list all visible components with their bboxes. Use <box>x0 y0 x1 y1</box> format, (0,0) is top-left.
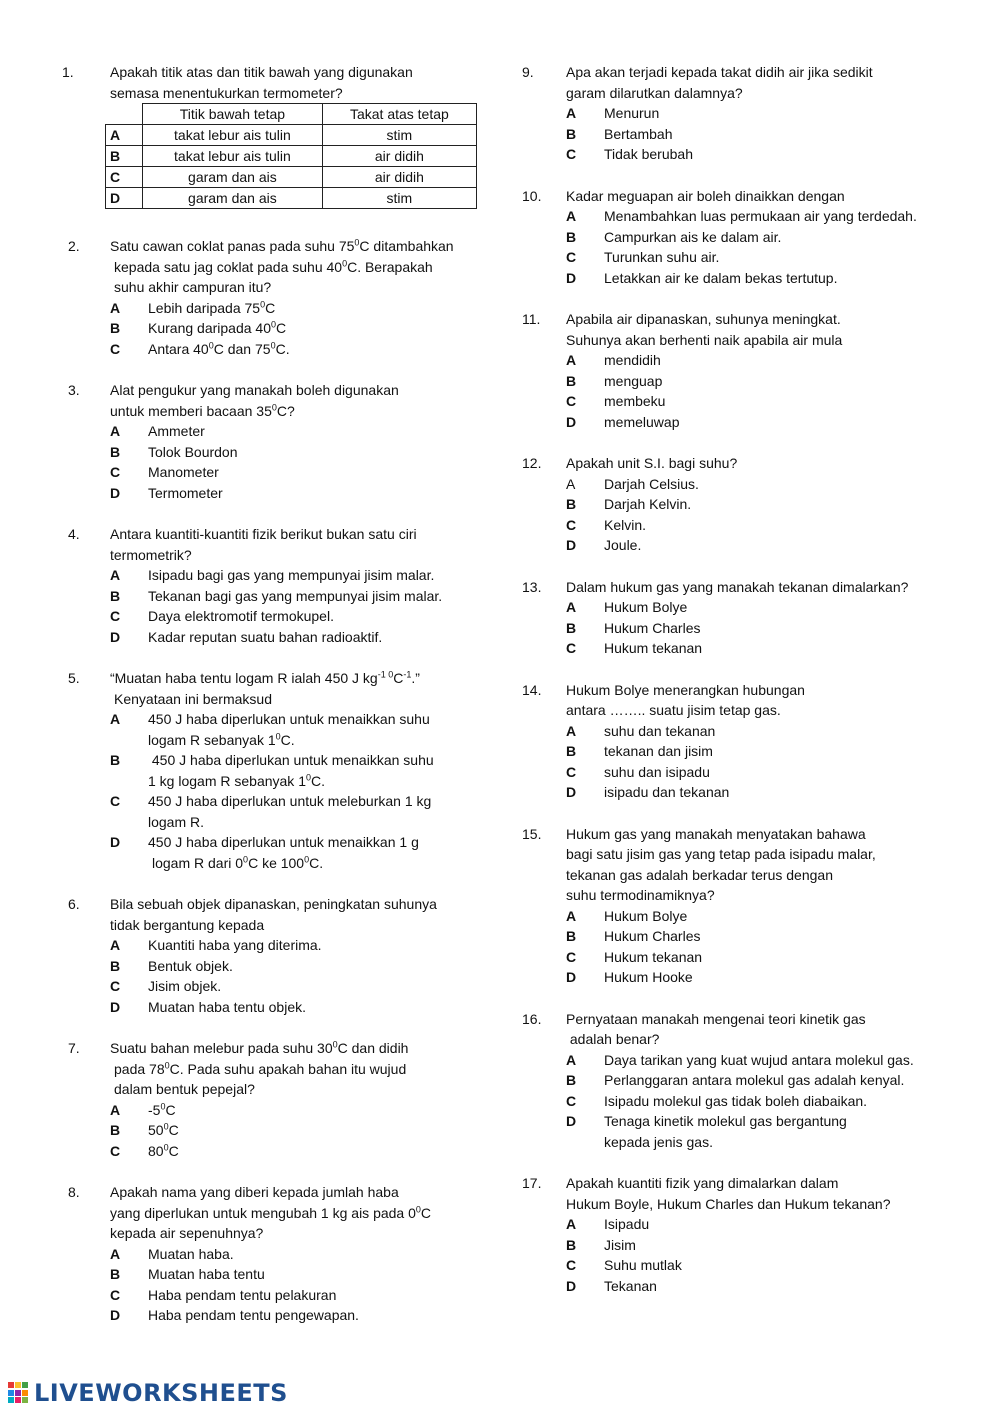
table-cell: stim <box>322 188 476 209</box>
question-text: Dalam hukum gas yang manakah tekanan dimalarkan? <box>566 578 909 595</box>
options-list <box>566 103 962 165</box>
question-4 <box>62 524 492 647</box>
table-cell: garam dan ais <box>143 188 323 209</box>
option-c[interactable]: C membeku <box>566 393 666 409</box>
question-text: Antara kuantiti-kuantiti fizik berikut bukan satu ciri termometrik? <box>110 526 417 563</box>
option-b[interactable]: B Kurang daripada $40^0C$ <box>110 319 287 336</box>
logo-square <box>8 1397 14 1403</box>
option-c[interactable]: C 450 J haba diperlukan untuk meleburkan 1 kg logam R. <box>110 793 432 830</box>
option-b[interactable]: B Campurkan ais ke dalam air. <box>566 228 782 245</box>
options-list <box>566 721 962 803</box>
question-3 <box>62 380 492 503</box>
question-text: Suatu bahan melebur pada suhu $30^0C$ dan didih pada $78^0C$. Pada suhu apakah bahan itu wujud dalam bentuk pepejal? <box>110 1039 409 1097</box>
question-15 <box>522 824 962 988</box>
logo-text: LIVEWORKSHEETS <box>34 1379 288 1407</box>
logo-square <box>8 1382 14 1388</box>
option-c[interactable]: C Daya elektromotif termokupel. <box>110 608 334 624</box>
question-7 <box>62 1038 492 1161</box>
option-c[interactable]: C Suhu mutlak <box>566 1257 682 1273</box>
question-9 <box>522 62 962 165</box>
option-a[interactable]: A mendidih <box>566 352 661 368</box>
question-text: Hukum gas yang manakah menyatakan bahawa bagi satu jisim gas yang tetap pada isipadu malar, tekanan gas adalah berkadar terus dengan suhu termodinamiknya? <box>566 825 876 903</box>
logo-square <box>15 1390 21 1396</box>
table-cell: takat lebur ais tulin <box>143 125 323 146</box>
option-a[interactable]: A Isipadu bagi gas yang mempunyai jisim malar. <box>110 567 435 583</box>
options-list <box>566 206 962 288</box>
options-list <box>566 906 962 988</box>
question-text: Apakah nama yang diberi kepada jumlah haba yang diperlukan untuk mengubah 1 kg ais pada $0^0C$ kepada air sepenuhnya? <box>110 1184 432 1241</box>
option-b[interactable]: B Darjah Kelvin. <box>566 496 692 512</box>
option-b[interactable]: B Bertambah <box>566 125 673 142</box>
option-d[interactable]: D memeluwap <box>566 413 680 430</box>
options-list <box>110 565 492 647</box>
table-cell: garam dan ais <box>143 167 323 188</box>
question-text: Apa akan terjadi kepada takat didih air jika sedikit garam dilarutkan dalamnya? <box>566 64 873 101</box>
option-b[interactable]: B menguap <box>566 372 663 389</box>
question-text: Alat pengukur yang manakah boleh digunakan untuk memberi bacaan $35^0C$? <box>110 382 399 419</box>
question-17 <box>522 1173 962 1296</box>
option-a[interactable]: A Hukum Bolye <box>566 599 688 615</box>
options-list <box>110 935 492 1017</box>
liveworksheets-logo[interactable] <box>8 1379 288 1407</box>
left-column <box>62 62 492 1347</box>
question-13 <box>522 577 962 659</box>
options-list <box>110 298 492 360</box>
option-b[interactable]: B Jisim <box>566 1236 636 1253</box>
option-d[interactable]: D Termometer <box>110 484 223 501</box>
option-letter: B <box>106 146 143 167</box>
question-2 <box>62 236 492 359</box>
question-number: 2. <box>68 238 80 254</box>
option-a[interactable]: A suhu dan tekanan <box>566 722 716 739</box>
question-number: 10. <box>522 187 542 204</box>
question-number: 1. <box>62 64 74 80</box>
option-c[interactable]: C Kelvin. <box>566 516 647 533</box>
question-6 <box>62 894 492 1017</box>
option-a[interactable]: A 450 J haba diperlukan untuk menaikkan suhu logam R sebanyak $1^0C$. <box>110 711 430 748</box>
question-text: Apakah titik atas dan titik bawah yang digunakan semasa menentukurkan termometer? <box>110 64 413 101</box>
option-c[interactable]: C Tidak berubah <box>566 146 693 162</box>
option-a[interactable]: A Isipadu <box>566 1216 650 1232</box>
option-a[interactable]: A Darjah Celsius. <box>566 475 699 492</box>
question-number: 14. <box>522 681 542 698</box>
option-b[interactable]: B Tolok Bourdon <box>110 443 238 460</box>
option-b[interactable]: B Tekanan bagi gas yang mempunyai jisim malar. <box>110 587 443 604</box>
table-row[interactable] <box>106 146 477 167</box>
column-header: Titik bawah tetap <box>143 104 323 125</box>
option-d[interactable]: D Letakkan air ke dalam bekas tertutup. <box>566 269 838 286</box>
option-letter: A <box>106 125 143 146</box>
question-text: Kadar meguapan air boleh dinaikkan dengan <box>566 187 845 204</box>
option-a[interactable]: A Menurun <box>566 105 660 121</box>
options-list <box>566 1050 962 1153</box>
table-row[interactable] <box>106 188 477 209</box>
logo-square <box>22 1382 28 1388</box>
options-list <box>566 597 962 659</box>
question-number: 8. <box>68 1184 80 1200</box>
option-a[interactable]: A $-5^0C$ <box>110 1100 176 1118</box>
option-b[interactable]: B Hukum Charles <box>566 619 701 636</box>
option-c[interactable]: C Antara $40^0C$ dan $75^0C$. <box>110 339 290 357</box>
option-letter: C <box>106 167 143 188</box>
question-text: Bila sebuah objek dipanaskan, peningkatan suhunya tidak bergantung kepada <box>110 896 437 933</box>
question-14 <box>522 680 962 803</box>
option-d[interactable]: D Hukum Hooke <box>566 969 693 985</box>
logo-square <box>15 1382 21 1388</box>
logo-square <box>22 1397 28 1403</box>
question-16 <box>522 1009 962 1153</box>
question-text: Pernyataan manakah mengenai teori kinetik gas adalah benar? <box>566 1010 866 1047</box>
question-text: Apabila air dipanaskan, suhunya meningkat. Suhunya akan berhenti naik apabila air mula <box>566 311 843 348</box>
logo-grid-icon <box>8 1382 30 1404</box>
logo-square <box>8 1390 14 1396</box>
option-b[interactable]: B $50^0C$ <box>110 1121 179 1138</box>
column-header: Takat atas tetap <box>322 104 476 125</box>
question-text: Apakah kuantiti fizik yang dimalarkan dalam Hukum Boyle, Hukum Charles dan Hukum tekanan? <box>566 1175 891 1212</box>
question-number: 15. <box>522 825 542 842</box>
option-a[interactable]: A Muatan haba. <box>110 1245 234 1262</box>
option-d[interactable]: D Tekanan <box>566 1277 657 1294</box>
table-header-row <box>106 104 477 125</box>
option-b[interactable]: B Perlanggaran antara molekul gas adalah kenyal. <box>566 1072 905 1088</box>
question-text: Apakah unit S.I. bagi suhu? <box>566 455 738 471</box>
table-row[interactable] <box>106 167 477 188</box>
option-d[interactable]: D 450 J haba diperlukan untuk menaikkan 1 g logam R dari $0^0C$ ke $100^0C$. <box>110 834 419 871</box>
options-list <box>566 1214 962 1296</box>
question-number: 11. <box>522 311 541 327</box>
option-b[interactable]: B Bentuk objek. <box>110 957 233 974</box>
question-number: 3. <box>68 382 80 398</box>
option-a[interactable]: A Menambahkan luas permukaan air yang terdedah. <box>566 208 917 224</box>
q1-options-table <box>105 103 477 209</box>
option-c[interactable]: C Jisim objek. <box>110 978 222 994</box>
question-8 <box>62 1182 492 1326</box>
question-number: 6. <box>68 896 80 912</box>
logo-square <box>22 1390 28 1396</box>
options-list <box>110 421 492 503</box>
question-text: Hukum Bolye menerangkan hubungan antara …….. suatu jisim tetap gas. <box>566 681 805 718</box>
options-list <box>566 350 962 432</box>
question-1 <box>62 62 492 209</box>
table-cell: air didih <box>322 146 476 167</box>
question-number: 7. <box>68 1040 80 1056</box>
question-number: 17. <box>522 1175 542 1191</box>
question-text: “Muatan haba tentu logam R ialah 450 J $kg^{-1 0}C^{-1}$.” Kenyataan ini bermaksud <box>110 669 420 707</box>
option-b[interactable]: B Hukum Charles <box>566 928 701 944</box>
option-c[interactable]: C Hukum tekanan <box>566 948 703 965</box>
option-d[interactable]: D Haba pendam tentu pengewapan. <box>110 1307 359 1323</box>
options-list <box>566 474 962 556</box>
option-b[interactable]: B tekanan dan jisim <box>566 743 713 759</box>
option-a[interactable]: A Hukum Bolye <box>566 907 688 924</box>
options-list <box>110 1100 492 1162</box>
logo-square <box>15 1397 21 1403</box>
option-c[interactable]: C Manometer <box>110 464 219 480</box>
options-list <box>110 709 492 873</box>
option-c[interactable]: C Turunkan suhu air. <box>566 249 720 265</box>
table-row[interactable] <box>106 125 477 146</box>
option-a[interactable]: A Kuantiti haba yang diterima. <box>110 937 322 953</box>
right-column <box>522 62 962 1317</box>
option-d[interactable]: D Tenaga kinetik molekul gas bergantung kepada jenis gas. <box>566 1113 847 1150</box>
option-a[interactable]: A Daya tarikan yang kuat wujud antara molekul gas. <box>566 1051 914 1068</box>
question-10 <box>522 186 962 289</box>
question-text: Satu cawan coklat panas pada suhu $75^0C$ ditambahkan kepada satu jag coklat pada suhu $40^0C$. Berapakah suhu akhir campuran itu? <box>110 237 454 295</box>
options-list <box>110 1244 492 1326</box>
option-d[interactable]: D isipadu dan tekanan <box>566 784 730 800</box>
question-number: 4. <box>68 526 80 542</box>
table-cell: stim <box>322 125 476 146</box>
option-c[interactable]: C $80^0C$ <box>110 1141 179 1159</box>
option-letter: D <box>106 188 143 209</box>
option-c[interactable]: C suhu dan isipadu <box>566 763 710 780</box>
option-c[interactable]: C Hukum tekanan <box>566 640 703 656</box>
option-c[interactable]: C Isipadu molekul gas tidak boleh diabaikan. <box>566 1092 868 1109</box>
table-cell: takat lebur ais tulin <box>143 146 323 167</box>
option-a[interactable]: A Ammeter <box>110 423 205 439</box>
option-b[interactable]: B Muatan haba tentu <box>110 1266 265 1282</box>
option-a[interactable]: A Lebih daripada $75^0C$ <box>110 298 276 316</box>
table-cell: air didih <box>322 167 476 188</box>
question-number: 12. <box>522 455 542 471</box>
question-12 <box>522 453 962 556</box>
option-d[interactable]: D Kadar reputan suatu bahan radioaktif. <box>110 628 383 645</box>
option-c[interactable]: C Haba pendam tentu pelakuran <box>110 1286 337 1303</box>
question-11 <box>522 309 962 432</box>
question-number: 5. <box>68 670 80 686</box>
question-number: 16. <box>522 1010 542 1027</box>
option-b[interactable]: B 450 J haba diperlukan untuk menaikkan suhu 1 kg logam R sebanyak $1^0C$. <box>110 752 434 789</box>
question-5 <box>62 668 492 873</box>
option-d[interactable]: D Joule. <box>566 537 642 553</box>
option-d[interactable]: D Muatan haba tentu objek. <box>110 998 307 1015</box>
question-number: 13. <box>522 578 542 595</box>
question-number: 9. <box>522 64 534 80</box>
